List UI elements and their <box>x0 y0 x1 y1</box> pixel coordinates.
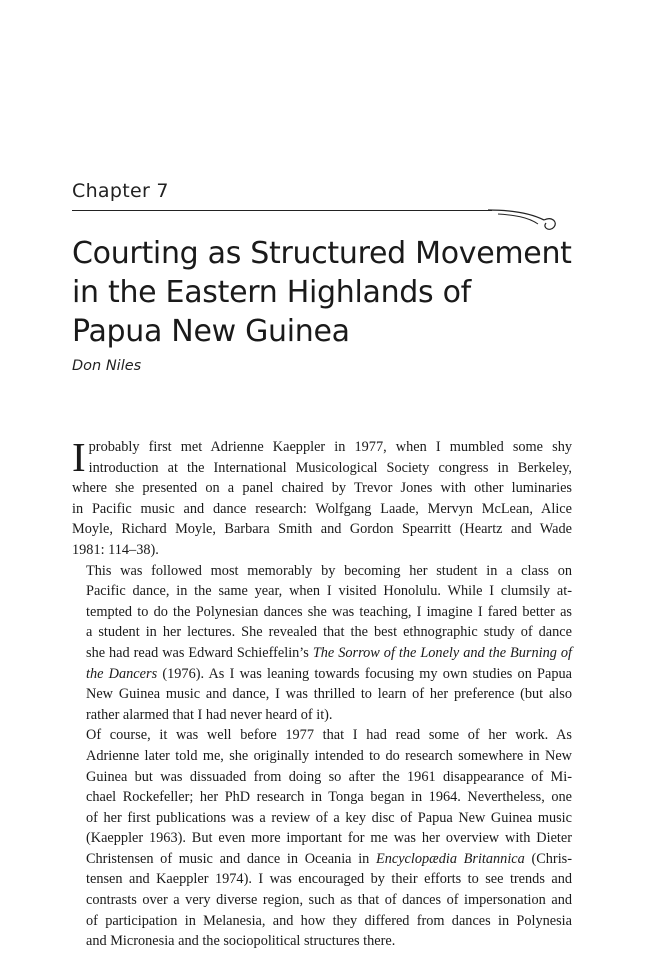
title-line: in the Eastern Highlands of <box>72 275 471 310</box>
title-line: Papua New Guinea <box>72 314 350 349</box>
text-line: a student in her lectures. She revealed that the best ethnographic study of dance <box>86 624 572 641</box>
text-line: introduction at the International Musicological Society congress in Berkeley, <box>88 459 572 476</box>
drop-cap: I <box>72 434 86 480</box>
publication-title: Encyclopædia Britannica <box>375 850 525 867</box>
text-line: chael Rockefeller; her PhD research in Tonga began in 1964. Nevertheless, one <box>86 789 572 806</box>
paragraph <box>72 725 572 952</box>
paragraph <box>72 434 572 561</box>
text-line: This was followed most memorably by becoming her student in a class on <box>86 562 572 579</box>
body-text <box>72 434 572 952</box>
book-title: The Sorrow of the Lonely and the Burning of <box>312 644 572 661</box>
text-line <box>72 643 572 664</box>
text-line: Guinea but was dissuaded from doing so after the 1961 disappearance of Mi- <box>86 768 572 785</box>
text-run: (Chris- <box>524 850 572 867</box>
text-line: rather alarmed that I had never heard of it). <box>86 706 333 723</box>
text-line: in Pacific music and dance research: Wolfgang Laade, Mervyn McLean, Alice <box>72 500 572 517</box>
text-line: of her first publications was a review of a key disc of Papua New Guinea music <box>86 809 572 826</box>
text-line: and Micronesia and the sociopolitical structures there. <box>86 933 396 950</box>
text-line: Adrienne later told me, she originally intended to do research somewhere in New <box>86 747 572 764</box>
text-line: 1981: 114–38). <box>72 541 159 558</box>
text-line: contrasts over a very diverse region, such as that of dances of impersonation and <box>86 892 572 909</box>
text-run: she had read was Edward Schieffelin’s <box>86 644 313 661</box>
text-line: tensen and Kaeppler 1974). I was encouraged by their efforts to see trends and <box>86 871 572 888</box>
text-line: where she presented on a panel chaired by Trevor Jones with other luminaries <box>72 480 572 497</box>
author-name: Don Niles <box>72 358 142 374</box>
text-line: tempted to do the Polynesian dances she was teaching, I imagine I fared better as <box>86 603 572 620</box>
text-line: Moyle, Richard Moyle, Barbara Smith and Gordon Spearritt (Heartz and Wade <box>72 521 572 538</box>
text-line: Pacific dance, in the same year, when I visited Honolulu. While I clumsily at- <box>86 583 572 600</box>
text-line <box>72 664 572 685</box>
book-title: the Dancers <box>86 665 158 682</box>
paragraph <box>72 561 572 726</box>
text-line: (Kaeppler 1963). But even more important for me was her overview with Dieter <box>86 830 572 847</box>
chapter-label: Chapter 7 <box>72 180 169 202</box>
swash-ornament <box>488 206 558 232</box>
chapter-rule <box>72 210 492 211</box>
text-line: Of course, it was well before 1977 that I had read some of her work. As <box>86 727 572 744</box>
title-line: Courting as Structured Movement <box>72 236 572 271</box>
chapter-title <box>72 234 572 351</box>
text-line: New Guinea music and dance, I was thrilled to learn of her preference (but also <box>86 686 572 703</box>
text-run: Christensen of music and dance in Oceania in <box>86 850 376 867</box>
text-line: probably first met Adrienne Kaeppler in 1977, when I mumbled some shy <box>88 439 572 455</box>
text-line: of participation in Melanesia, and how they differed from dances in Polynesia <box>86 912 572 929</box>
text-line <box>72 849 572 870</box>
text-run: (1976). As I was leaning towards focusing my own studies on Papua <box>157 665 572 682</box>
